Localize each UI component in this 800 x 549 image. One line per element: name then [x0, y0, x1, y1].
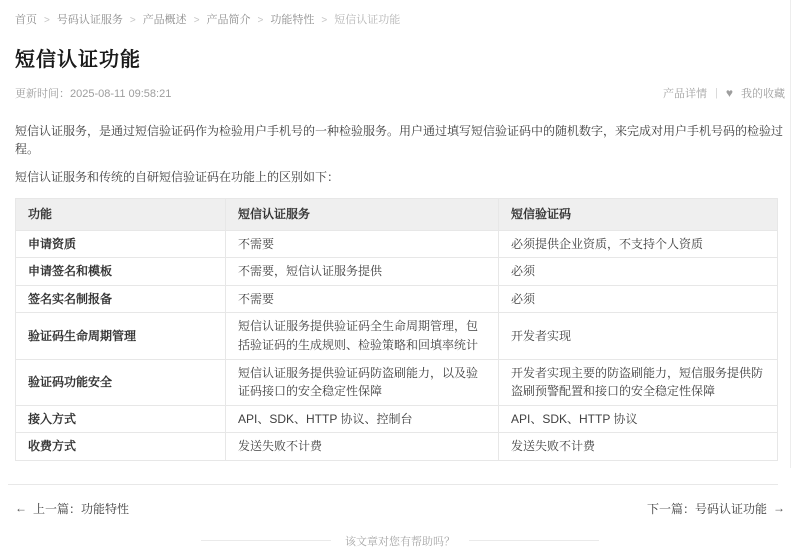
- update-time: [15, 85, 171, 101]
- table-cell: API、SDK、HTTP 协议、控制台: [226, 405, 499, 433]
- breadcrumb: [15, 0, 785, 27]
- table-cell: 必须: [499, 258, 778, 286]
- feedback-question: 该文章对您有帮助吗？: [345, 535, 455, 548]
- feedback-line-right: [469, 540, 599, 541]
- prev-article-label: 上一篇：功能特性: [33, 501, 130, 516]
- right-arrow-icon: →: [773, 501, 785, 516]
- table-cell: 发送失败不计费: [499, 433, 778, 461]
- next-article-link[interactable]: [647, 500, 785, 517]
- table-row: [16, 285, 778, 313]
- page-right-divider: [790, 0, 791, 468]
- page-title: 短信认证功能: [15, 49, 141, 71]
- feature-name-cell: 验证码生命周期管理: [16, 313, 226, 359]
- table-cell: 不需要: [226, 285, 499, 313]
- table-header-cell: 短信验证码: [499, 199, 778, 231]
- feedback-section: [15, 533, 785, 549]
- table-cell: 开发者实现主要的防盗刷能力，短信服务提供防盗刷预警配置和接口的安全稳定性保障: [499, 359, 778, 405]
- meta-actions: [663, 85, 785, 101]
- table-row: [16, 433, 778, 461]
- meta-row: [15, 85, 785, 101]
- breadcrumb-item: 短信认证功能: [334, 14, 401, 26]
- comparison-intro-paragraph: 短信认证服务和传统的自研短信验证码在功能上的区别如下：: [15, 170, 340, 184]
- meta-separator: |: [715, 87, 718, 99]
- comparison-table: [15, 198, 778, 461]
- pagination: [15, 485, 785, 517]
- breadcrumb-item[interactable]: 产品概述: [142, 14, 187, 26]
- table-body: [16, 230, 778, 460]
- feature-name-cell: 申请资质: [16, 230, 226, 258]
- breadcrumb-item[interactable]: 号码认证服务: [56, 14, 123, 26]
- table-cell: 不需要: [226, 230, 499, 258]
- table-header-cell: 功能: [16, 199, 226, 231]
- table-cell: 短信认证服务提供验证码全生命周期管理，包括验证码的生成规则、检验策略和回填率统计: [226, 313, 499, 359]
- table-row: [16, 258, 778, 286]
- intro-paragraph: 短信认证服务，是通过短信验证码作为检验用户手机号的一种检验服务。用户通过填写短信验证码中的随机数字，来完成对用户手机号码的检验过程。: [15, 124, 784, 156]
- table-row: [16, 313, 778, 359]
- breadcrumb-separator: >: [193, 15, 200, 26]
- table-cell: 短信认证服务提供验证码防盗刷能力，以及验证码接口的安全稳定性保障: [226, 359, 499, 405]
- breadcrumb-separator: >: [44, 15, 50, 26]
- update-time-label: 更新时间：: [15, 88, 70, 100]
- table-cell: 不需要，短信认证服务提供: [226, 258, 499, 286]
- feature-name-cell: 申请签名和模板: [16, 258, 226, 286]
- feature-name-cell: 接入方式: [16, 405, 226, 433]
- product-detail-link[interactable]: 产品详情: [663, 88, 708, 100]
- feature-name-cell: 验证码功能安全: [16, 359, 226, 405]
- feedback-line-left: [201, 540, 331, 541]
- breadcrumb-item[interactable]: 功能特性: [270, 14, 315, 26]
- favorite-link[interactable]: 我的收藏: [741, 88, 785, 100]
- heart-icon[interactable]: ♥: [725, 86, 733, 100]
- prev-article-link[interactable]: [15, 500, 129, 517]
- table-cell: 开发者实现: [499, 313, 778, 359]
- left-arrow-icon: ←: [15, 501, 27, 516]
- breadcrumb-item[interactable]: 首页: [15, 14, 37, 26]
- feature-name-cell: 收费方式: [16, 433, 226, 461]
- table-cell: 必须: [499, 285, 778, 313]
- table-header-cell: 短信认证服务: [226, 199, 499, 231]
- breadcrumb-separator: >: [321, 15, 328, 26]
- table-cell: 发送失败不计费: [226, 433, 499, 461]
- table-row: [16, 230, 778, 258]
- update-time-value: 2025-08-11 09:58:21: [70, 88, 172, 100]
- breadcrumb-item[interactable]: 产品简介: [206, 14, 251, 26]
- table-cell: API、SDK、HTTP 协议: [499, 405, 778, 433]
- breadcrumb-separator: >: [129, 15, 136, 26]
- feature-name-cell: 签名实名制报备: [16, 285, 226, 313]
- table-header-row: [16, 199, 778, 231]
- table-row: [16, 405, 778, 433]
- table-cell: 必须提供企业资质，不支持个人资质: [499, 230, 778, 258]
- table-row: [16, 359, 778, 405]
- next-article-label: 下一篇：号码认证功能: [646, 501, 767, 516]
- breadcrumb-separator: >: [257, 15, 264, 26]
